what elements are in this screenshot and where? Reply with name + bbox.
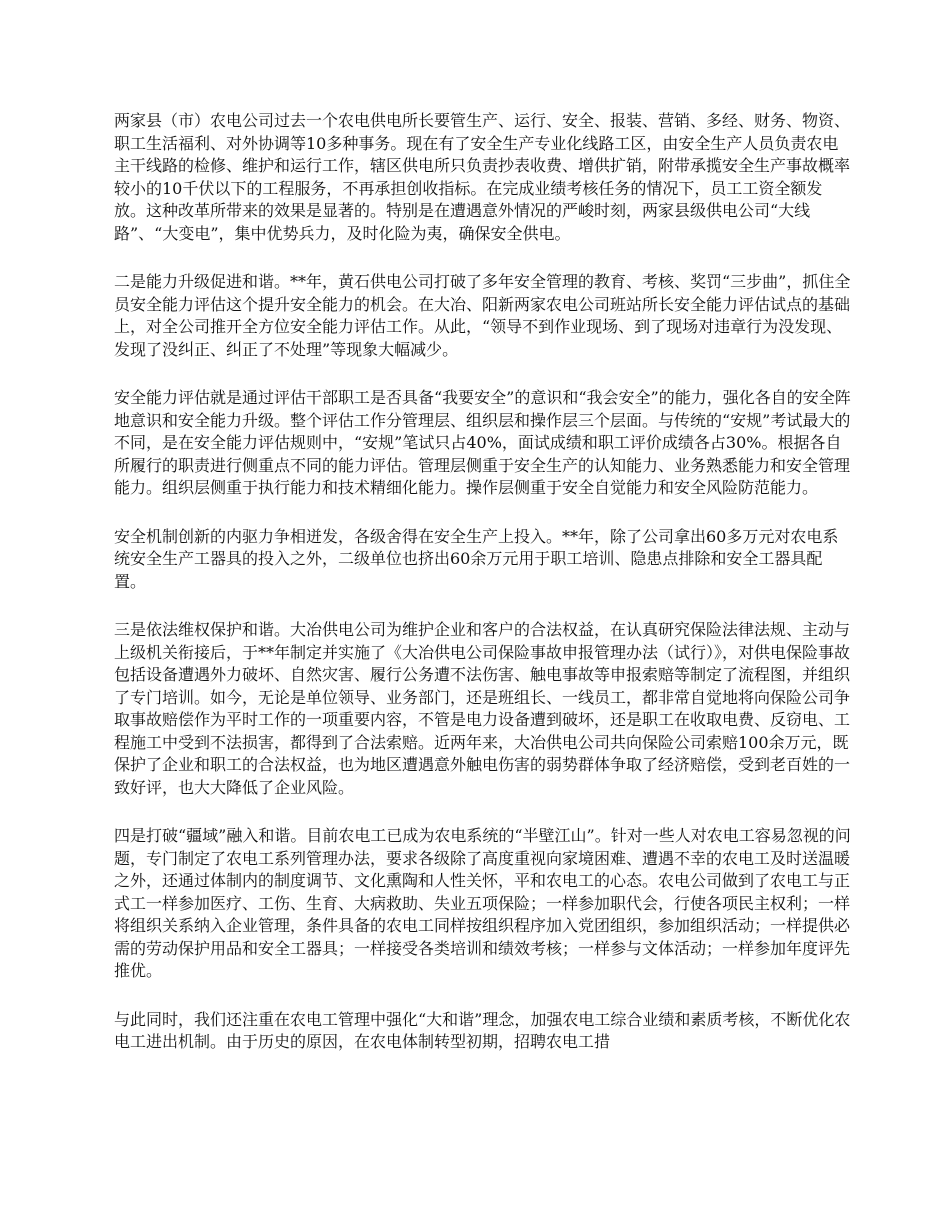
paragraph-6: 四是打破“疆域”融入和谐。目前农电工已成为农电系统的“半壁江山”。针对一些人对农电工容易忽视的问题，专门制定了农电工系列管理办法，要求各级除了高度重视向家境困难、遭遇不幸的农电工及时送温暖之外，还通过体制内的制度调节、文化熏陶和人性关怀，平和农电工的心态。农电公司做到了农电工与正式工一样参加医疗、工伤、生育、大病救助、失业五项保险；一样参加职代会，行使各项民主权利；一样将组织关系纳入企业管理，条件具备的农电工同样按组织程序加入党团组织，参加组织活动；一样提供必需的劳动保护用品和安全工器具；一样接受各类培训和绩效考核；一样参与文体活动；一样参加年度评先推优。 — [114, 826, 851, 980]
paragraph-7: 与此同时，我们还注重在农电工管理中强化“大和谐”理念，加强农电工综合业绩和素质考核，不断优化农电工进出机制。由于历史的原因，在农电体制转型初期，招聘农电工措 — [114, 1009, 851, 1051]
paragraph-5: 三是依法维权保护和谐。大冶供电公司为维护企业和客户的合法权益，在认真研究保险法律法规、主动与上级机关衔接后，于**年制定并实施了《大冶供电公司保险事故申报管理办法（试行）》，对供电保险事故包括设备遭遇外力破坏、自然灾害、履行公务遭不法伤害、触电事故等申报索赔等制定了流程图，并组织了专门培训。如今，无论是单位领导、业务部门，还是班组长、一线员工，都非常自觉地将向保险公司争取事故赔偿作为平时工作的一项重要内容，不管是电力设备遭到破坏，还是职工在收取电费、反窃电、工程施工中受到不法损害，都得到了合法索赔。近两年来，大冶供电公司共向保险公司索赔100余万元，既保护了企业和职工的合法权益，也为地区遭遇意外触电伤害的弱势群体争取了经济赔偿，受到老百姓的一致好评，也大大降低了企业风险。 — [114, 620, 851, 797]
paragraph-3: 安全能力评估就是通过评估干部职工是否具备“我要安全”的意识和“我会安全”的能力，强化各自的安全阵地意识和安全能力升级。整个评估工作分管理层、组织层和操作层三个层面。与传统的“安规”考试最大的不同，是在安全能力评估规则中，“安规”笔试只占40%，面试成绩和职工评价成绩各占30%。根据各自所履行的职责进行侧重点不同的能力评估。管理层侧重于安全生产的认知能力、业务熟悉能力和安全管理能力。组织层侧重于执行能力和技术精细化能力。操作层侧重于安全自觉能力和安全风险防范能力。 — [114, 388, 851, 497]
document-body — [114, 110, 854, 1080]
paragraph-2: 二是能力升级促进和谐。**年，黄石供电公司打破了多年安全管理的教育、考核、奖罚“三步曲”，抓住全员安全能力评估这个提升安全能力的机会。在大冶、阳新两家农电公司班站所长安全能力评估试点的基础上，对全公司推开全方位安全能力评估工作。从此，“领导不到作业现场、到了现场对违章行为没发现、发现了没纠正、纠正了不处理”等现象大幅减少。 — [114, 272, 851, 359]
paragraph-4: 安全机制创新的内驱力争相迸发，各级舍得在安全生产上投入。**年，除了公司拿出60多万元对农电系统安全生产工器具的投入之外，二级单位也挤出60余万元用于职工培训、隐患点排除和安全工器具配置。 — [114, 526, 839, 591]
paragraph-1: 两家县（市）农电公司过去一个农电供电所长要管生产、运行、安全、报装、营销、多经、财务、物资、职工生活福利、对外协调等10多种事务。现在有了安全生产专业化线路工区，由安全生产人员负责农电主干线路的检修、维护和运行工作，辖区供电所只负责抄表收费、增供扩销，附带承揽安全生产事故概率较小的10千伏以下的工程服务，不再承担创收指标。在完成业绩考核任务的情况下，员工工资全额发放。这种改革所带来的效果是显著的。特别是在遭遇意外情况的严峻时刻，两家县级供电公司“大线路”、“大变电”，集中优势兵力，及时化险为夷，确保安全供电。 — [114, 111, 851, 243]
